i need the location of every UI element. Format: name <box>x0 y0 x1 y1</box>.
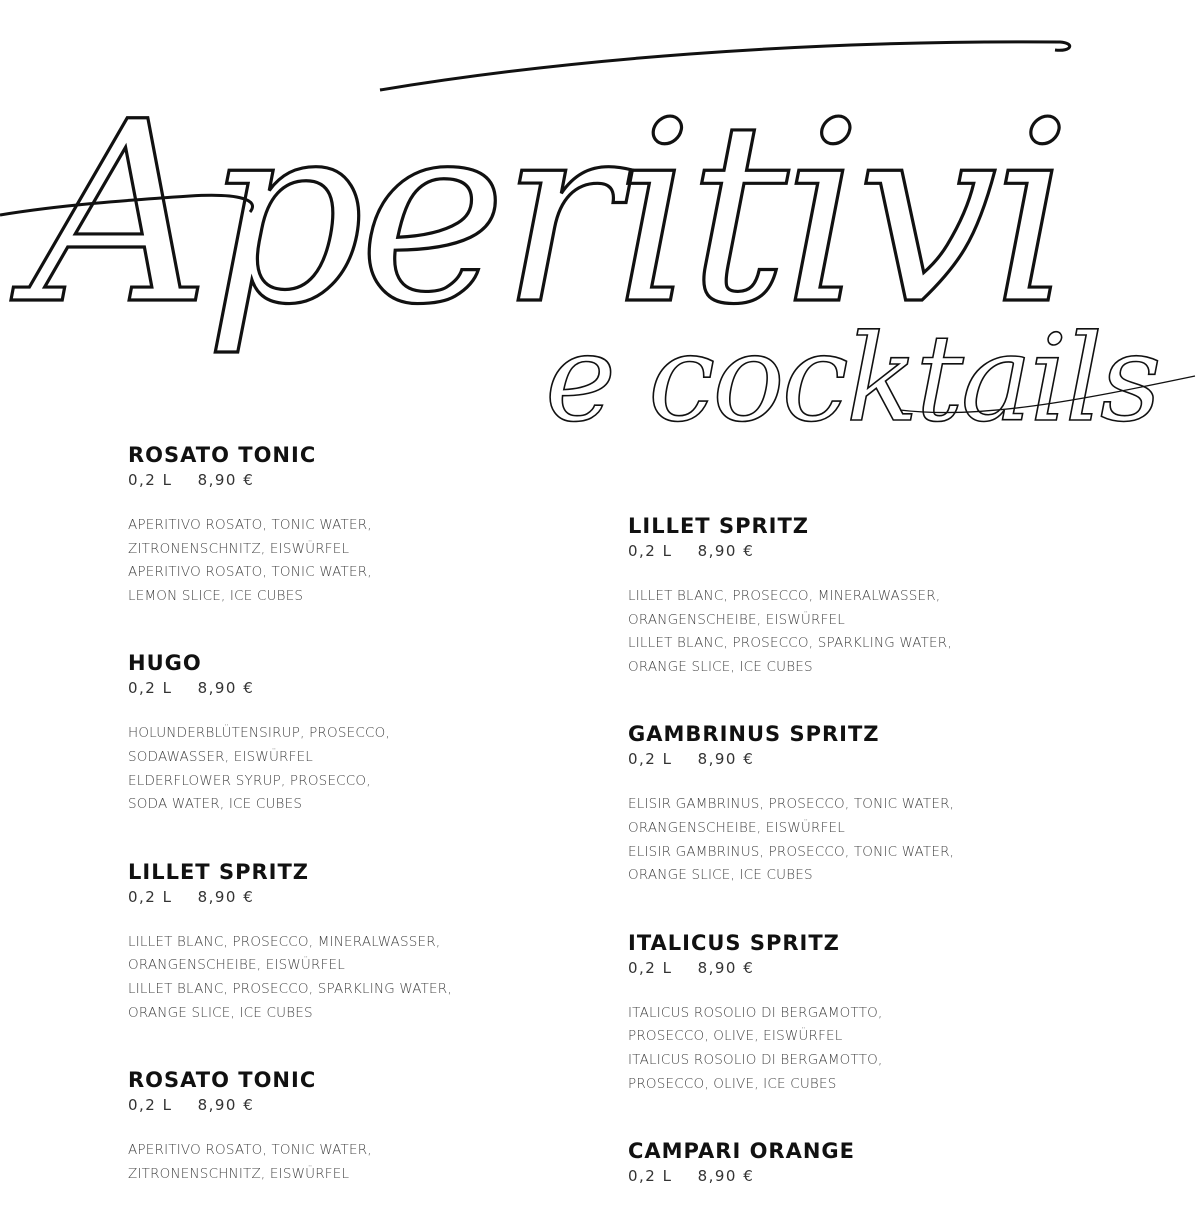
menu-item-description <box>128 514 598 608</box>
description-line: ELISIR GAMBRINUS, PROSECCO, TONIC WATER, <box>628 796 955 813</box>
menu-item <box>628 512 1098 679</box>
title-lettering <box>0 0 1200 470</box>
menu-item-price: 8,90 € <box>197 887 255 906</box>
price-spacer <box>672 959 697 977</box>
menu-item-price-row <box>128 469 598 491</box>
description-line: ORANGENSCHEIBE, EISWÜRFEL <box>628 611 845 628</box>
description-line: APERITIVO ROSATO, TONIC WATER, <box>128 517 372 533</box>
description-line: ORANGE SLICE, ICE CUBES <box>128 1004 313 1021</box>
menu-item-price: 8,90 € <box>697 750 755 769</box>
menu-item-volume: 0,2 L <box>128 1096 173 1115</box>
price-spacer <box>172 1096 197 1114</box>
menu-item <box>128 1066 598 1186</box>
menu-item-volume: 0,2 L <box>628 958 673 977</box>
menu-item-price: 8,90 € <box>697 1167 755 1186</box>
description-line: APERITIVO ROSATO, TONIC WATER, <box>128 1142 372 1159</box>
menu-item-price-row <box>128 886 598 908</box>
price-spacer <box>672 750 697 768</box>
menu-item-volume: 0,2 L <box>628 750 673 769</box>
menu-item-name: LILLET SPRITZ <box>128 859 309 884</box>
description-line: HOLUNDERBLÜTENSIRUP, PROSECCO, <box>128 725 390 742</box>
description-line: APERITIVO ROSATO, TONIC WATER, <box>128 564 372 581</box>
menu-item-price: 8,90 € <box>197 471 255 489</box>
menu-item <box>628 720 1098 887</box>
menu-item-description <box>128 931 598 1025</box>
menu-item-volume: 0,2 L <box>128 887 173 906</box>
description-line: LILLET BLANC, PROSECCO, SPARKLING WATER, <box>628 635 952 652</box>
menu-item-price: 8,90 € <box>697 958 755 977</box>
menu-item <box>128 441 598 608</box>
price-spacer <box>172 888 197 906</box>
description-line: ITALICUS ROSOLIO DI BERGAMOTTO, <box>628 1051 883 1068</box>
menu-column-left <box>128 441 598 1227</box>
menu-item-price: 8,90 € <box>197 679 255 698</box>
description-line: ORANGENSCHEIBE, EISWÜRFEL <box>128 957 345 974</box>
description-line: LEMON SLICE, ICE CUBES <box>128 587 304 604</box>
menu-subtitle: e cocktails <box>545 310 1159 449</box>
menu-column-right <box>628 512 1098 1228</box>
description-line: ELDERFLOWER SYRUP, PROSECCO, <box>128 772 371 789</box>
menu-item-price-row <box>128 677 598 699</box>
menu-item-name: ROSATO TONIC <box>128 1068 317 1093</box>
menu-item <box>128 858 598 1025</box>
menu-item-name: HUGO <box>128 651 202 676</box>
description-line: PROSECCO, OLIVE, EISWÜRFEL <box>628 1028 843 1045</box>
menu-item-name: CAMPARI ORANGE <box>628 1139 856 1164</box>
menu-item-price-row <box>628 1165 1098 1187</box>
description-line: LILLET BLANC, PROSECCO, SPARKLING WATER, <box>128 980 452 997</box>
menu-item-description <box>128 1139 598 1186</box>
menu-item-description <box>628 793 1098 887</box>
menu-item-volume: 0,2 L <box>628 1167 673 1186</box>
menu-item-name: LILLET SPRITZ <box>628 514 809 538</box>
menu-item-name: ITALICUS SPRITZ <box>628 930 840 955</box>
description-line: ORANGENSCHEIBE, EISWÜRFEL <box>628 819 845 836</box>
description-line: LILLET BLANC, PROSECCO, MINERALWASSER, <box>628 588 941 604</box>
menu-item-volume: 0,2 L <box>128 471 173 489</box>
description-line: SODA WATER, ICE CUBES <box>128 796 303 813</box>
menu-item-volume: 0,2 L <box>128 679 173 698</box>
description-line: SODAWASSER, EISWÜRFEL <box>128 748 314 765</box>
description-line: ELISIR GAMBRINUS, PROSECCO, TONIC WATER, <box>628 843 955 860</box>
menu-item <box>128 649 598 816</box>
price-spacer <box>172 471 197 489</box>
menu-item-description <box>628 1002 1098 1096</box>
menu-item-name: ROSATO TONIC <box>128 443 317 467</box>
menu-item-description <box>628 585 1098 679</box>
description-line: ITALICUS ROSOLIO DI BERGAMOTTO, <box>628 1004 883 1021</box>
menu-item-price-row <box>628 957 1098 979</box>
price-spacer <box>672 542 697 560</box>
price-spacer <box>172 679 197 697</box>
description-line: ORANGE SLICE, ICE CUBES <box>628 658 813 675</box>
description-line: LILLET BLANC, PROSECCO, MINERALWASSER, <box>128 933 441 950</box>
menu-item-price-row <box>128 1094 598 1116</box>
description-line: PROSECCO, OLIVE, ICE CUBES <box>628 1075 837 1092</box>
menu-item-price-row <box>628 540 1098 562</box>
menu-item-price-row <box>628 748 1098 770</box>
price-spacer <box>672 1167 697 1185</box>
menu-item <box>628 929 1098 1096</box>
description-line: ZITRONENSCHNITZ, EISWÜRFEL <box>128 540 350 557</box>
description-line: ZITRONENSCHNITZ, EISWÜRFEL <box>128 1165 350 1182</box>
menu-title: Aperitivi <box>30 68 1066 359</box>
menu-item-volume: 0,2 L <box>628 542 673 560</box>
menu-item-description <box>128 722 598 816</box>
menu-item-price: 8,90 € <box>697 542 755 560</box>
menu-item-price: 8,90 € <box>197 1096 255 1115</box>
description-line: ORANGE SLICE, ICE CUBES <box>628 867 813 884</box>
menu-item-name: GAMBRINUS SPRITZ <box>628 722 880 747</box>
menu-item <box>628 1137 1098 1187</box>
